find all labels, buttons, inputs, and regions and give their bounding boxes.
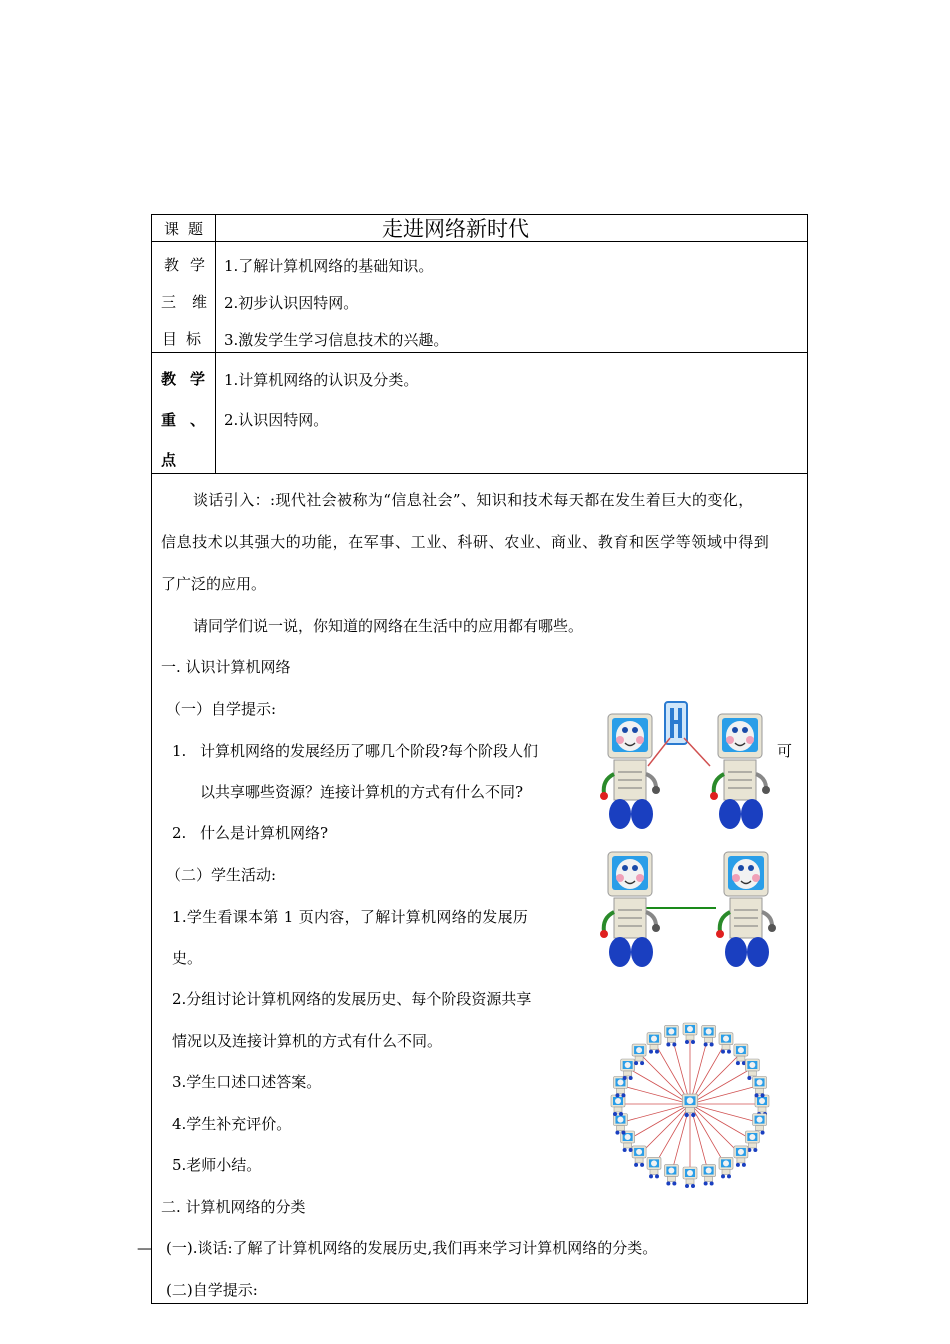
objective-item: 2.初步认识因特网。 — [224, 294, 359, 312]
objectives-label-char: 标 — [186, 330, 202, 348]
keypoints-label-char: 学 — [190, 370, 206, 388]
disk-sharing-illustration — [590, 700, 793, 840]
computer-mascot-icon — [734, 1146, 748, 1167]
computer-mascot-icon — [702, 1165, 716, 1186]
objectives-label-char: 维 — [192, 293, 208, 311]
activity-item: 1.学生看课本第 1 页内容，了解计算机网络的发展历 — [172, 908, 529, 926]
objectives-label-char: 教 — [164, 256, 180, 274]
intro-paragraph-line: 了广泛的应用。 — [161, 575, 267, 593]
keypoint-item: 2.认识因特网。 — [224, 411, 329, 429]
keypoint-item: 1.计算机网络的认识及分类。 — [224, 371, 419, 389]
activity-item: 2.分组讨论计算机网络的发展历史、每个阶段资源共享 — [172, 990, 532, 1008]
question-text: 计算机网络的发展经历了哪几个阶段?每个阶段人们 — [200, 742, 539, 760]
objectives-label-char: 学 — [190, 256, 206, 274]
page-title: 走进网络新时代 — [382, 217, 529, 241]
disk-icon — [665, 702, 687, 744]
computer-mascot-icon — [664, 1165, 678, 1186]
computer-mascot-icon — [753, 1076, 767, 1097]
margin-mark: — — [137, 1239, 152, 1257]
ask-paragraph: 请同学们说一说，你知道的网络在生活中的应用都有哪些。 — [193, 617, 584, 635]
activity-item: 5.老师小结。 — [172, 1156, 262, 1174]
computer-mascot-icon — [600, 852, 660, 967]
sub-heading: （一）自学提示: — [166, 700, 277, 718]
computer-mascot-icon — [719, 1157, 733, 1178]
computer-mascot-icon — [600, 714, 660, 829]
sub-heading: (一).谈话:了解了计算机网络的发展历史,我们再来学习计算机网络的分类。 — [166, 1239, 658, 1257]
activity-item: 3.学生口述口述答案。 — [172, 1073, 322, 1091]
computer-mascot-icon — [647, 1157, 661, 1178]
question-number: 1. — [172, 742, 187, 760]
header-label-char: 课 — [164, 220, 180, 238]
intro-paragraph-line: 信息技术以其强大的功能，在军事、工业、科研、农业、商业、教育和医学等领域中得到 — [161, 533, 770, 551]
table-row-divider — [151, 473, 808, 474]
direct-link-illustration — [590, 848, 790, 988]
table-row-divider — [151, 241, 808, 242]
objectives-label-char: 目 — [162, 330, 178, 348]
keypoints-label-char: 教 — [161, 370, 177, 388]
activity-item: 4.学生补充评价。 — [172, 1115, 292, 1133]
section-heading: 二. 计算机网络的分类 — [161, 1198, 306, 1216]
section-heading: 一. 认识计算机网络 — [161, 658, 291, 676]
header-label-char: 题 — [188, 220, 204, 238]
computer-mascot-icon — [683, 1167, 697, 1188]
activity-item: 情况以及连接计算机的方式有什么不同。 — [172, 1032, 443, 1050]
intro-paragraph-line: 谈话引入：:现代社会被称为“信息社会”、知识和技术每天都在发生着巨大的变化， — [193, 491, 754, 509]
question-number: 2. — [172, 824, 187, 842]
computer-mascot-icon — [611, 1095, 625, 1116]
computer-mascot-icon — [632, 1146, 646, 1167]
activity-item: 史。 — [172, 949, 203, 967]
keypoints-label-char: 、 — [190, 411, 206, 429]
keypoints-label-char: 重 — [161, 411, 177, 429]
sub-heading: （二）学生活动: — [166, 866, 277, 884]
table-column-divider — [215, 214, 216, 473]
computer-mascot-icon — [702, 1025, 716, 1046]
sub-heading: (二)自学提示: — [166, 1281, 258, 1299]
question-text: 以共享哪些资源？连接计算机的方式有什么不同? — [200, 783, 524, 801]
objectives-label-char: 三 — [161, 293, 177, 311]
keypoints-label-char: 点 — [161, 451, 177, 469]
star-network-icon — [600, 1012, 780, 1192]
computer-mascot-icon — [710, 714, 770, 829]
computer-mascot-icon — [664, 1025, 678, 1046]
computer-mascot-icon — [755, 1095, 769, 1116]
objective-item: 3.激发学生学习信息技术的兴趣。 — [224, 331, 449, 349]
computer-mascot-icon — [716, 852, 776, 967]
table-row-divider — [151, 352, 808, 353]
objective-item: 1.了解计算机网络的基础知识。 — [224, 257, 434, 275]
question-text-tail: 可 — [777, 742, 793, 760]
question-text: 什么是计算机网络? — [200, 824, 329, 842]
